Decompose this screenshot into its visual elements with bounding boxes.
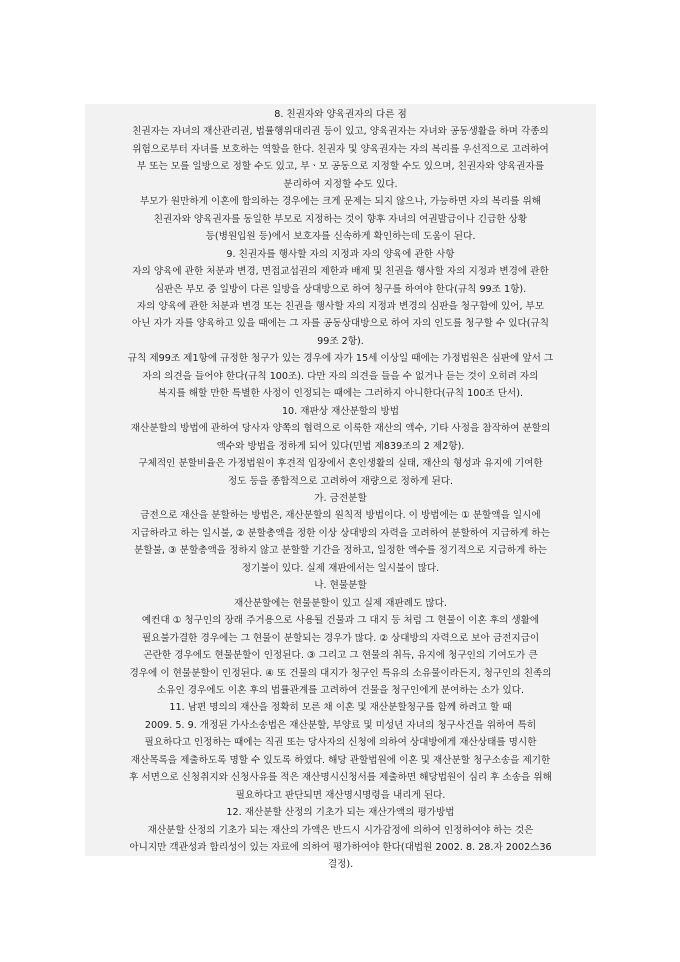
text-line: 분리하여 지정할 수도 있다. xyxy=(283,178,398,190)
text-line: 필요하다고 판단되면 재산명시명령을 내리게 된다. xyxy=(235,789,446,801)
text-line: 구체적인 분할비율은 가정법원이 후견적 입장에서 혼인생활의 실태, 재산의 형성과 유지에 기여한 xyxy=(138,458,543,470)
text-line: 부 또는 모를 일방으로 정할 수도 있고, 부ㆍ모 공동으로 지정할 수도 있으며, 친권자와 양육권자를 xyxy=(136,161,545,173)
text-line: 소유인 경우에도 이혼 후의 법률관계를 고려하여 건물을 청구인에게 분여하는 소가 있다. xyxy=(156,684,525,696)
text-line: 재산분할 산정의 기초가 되는 재산의 가액은 반드시 시가감정에 의하여 인정하여야 하는 것은 xyxy=(147,824,534,836)
text-line: 등(병원입원 등)에서 보호자를 신속하게 확인하는데 도움이 된다. xyxy=(205,231,476,243)
text-line: 10. 재판상 재산분할의 방법 xyxy=(281,405,400,417)
text-line: 재산분할의 방법에 관하여 당사자 양쪽의 협력으로 이룩한 재산의 액수, 기타 사정을 참작하여 분할의 xyxy=(130,423,551,435)
text-line: 지급하라고 하는 일시불, ② 분할총액을 정한 이상 상대방의 자력을 고려하여 분할하여 지급하게 하는 xyxy=(131,527,550,539)
text-line: 분할불, ③ 분할총액을 정하지 않고 분할할 기간을 정하고, 일정한 액수를 정기적으로 지급하게 하는 xyxy=(134,545,547,557)
text-line: 9. 친권자를 행사할 자의 지정과 자의 양육에 관한 사항 xyxy=(226,248,455,260)
text-line: 2009. 5. 9. 개정된 가사소송법은 재산분할, 부양료 및 미성년 자녀의 청구사건을 위하여 특히 xyxy=(144,719,537,731)
text-line: 결정). xyxy=(327,859,354,871)
text-line: 자의 의견을 들어야 한다(규칙 100조). 다만 자의 의견을 들을 수 없거나 듣는 것이 오히려 자의 xyxy=(142,370,539,382)
text-line: 금전으로 재산을 분할하는 방법은, 재산분할의 원칙적 방법이다. 이 방법에는 ① 분할액을 일시에 xyxy=(140,510,541,522)
text-line: 자의 양육에 관한 처분과 변경, 면접교섭권의 제한과 배제 및 친권을 행사할 자의 지정과 변경에 관한 xyxy=(132,266,549,278)
document-page xyxy=(85,104,596,871)
text-line: 후 서면으로 신청취지와 신청사유를 적은 재산명시신청서를 제출하면 해당법원이 심리 후 소송을 위해 xyxy=(129,772,552,784)
text-line: 경우에 이 현물분할이 인정된다. ④ 또 건물의 대지가 청구인 특유의 소유물이라든지, 청구인의 친족의 xyxy=(129,667,552,679)
text-line: 재산목록을 제출하도록 명할 수 있도록 하였다. 해당 관할법원에 이혼 및 재산분할 청구소송을 제기한 xyxy=(130,754,551,766)
text-line: 99조 2항). xyxy=(317,335,364,347)
text-line: 심판은 부모 중 일방이 다른 일방을 상대방으로 하여 청구를 하여야 한다(규칙 99조 1항). xyxy=(154,283,527,295)
text-line: 11. 남편 명의의 재산을 정확히 모른 채 이혼 및 재산분할청구를 함께 하려고 할 때 xyxy=(169,702,512,714)
text-line: 자의 양육에 관한 처분과 변경 또는 친권을 행사할 자의 지정과 변경의 심판을 청구함에 있어, 부모 xyxy=(136,300,545,312)
text-line: 부모가 원만하게 이혼에 합의하는 경우에는 크게 문제는 되지 않으나, 가능하면 자의 복리를 위해 xyxy=(139,196,542,208)
text-line: 액수와 방법을 정하게 되어 있다(민법 제839조의 2 제2항). xyxy=(216,440,465,452)
text-line: 12. 재산분할 산정의 기초가 되는 재산가액의 평가방법 xyxy=(226,807,455,819)
text-line: 필요불가결한 경우에는 그 현물이 분할되는 경우가 많다. ② 상대방의 자력으로 보아 금전지급이 xyxy=(141,632,540,644)
text-line: 아닌 자가 자를 양육하고 있을 때에는 그 자를 공동상대방으로 하여 자의 인도를 청구할 수 있다(규칙 xyxy=(131,318,550,330)
text-line: 곤란한 경우에도 현물분할이 인정된다. ③ 그리고 그 현물의 취득, 유지에 청구인의 기여도가 큰 xyxy=(143,650,538,662)
text-line: 필요하다고 인정하는 때에는 직권 또는 당사자의 신청에 의하여 상대방에게 재산상태를 명시한 xyxy=(144,737,537,749)
text-line: 정기불이 있다. 실제 재판에서는 일시불이 많다. xyxy=(241,562,440,574)
text-line: 가. 금전분할 xyxy=(314,492,367,504)
text-line: 재산분할에는 현물분할이 있고 실제 재판례도 많다. xyxy=(234,597,447,609)
text-line: 위험으로부터 자녀를 보호하는 역할을 한다. 친권자 및 양육권자는 자의 복리를 우선적으로 고려하여 xyxy=(132,143,549,155)
text-line: 친권자는 자녀의 재산관리권, 법률행위대리권 등이 있고, 양육권자는 자녀와 공동생활을 하며 각종의 xyxy=(132,126,549,138)
text-line: 예컨대 ① 청구인의 장래 주거용으로 사용될 건물과 그 대지 등 처럼 그 현물이 이혼 후의 생활에 xyxy=(141,615,540,627)
text-line: 규칙 제99조 제1항에 규정한 청구가 있는 경우에 자가 15세 이상일 때에는 가정법원은 심판에 앞서 그 xyxy=(127,353,554,365)
document-body xyxy=(85,104,596,874)
text-line: 8. 친권자와 양육권자의 다른 점 xyxy=(274,109,407,120)
text-line: 친권자와 양육권자를 동일한 부모로 지정하는 것이 향후 자녀의 여권발급이나 긴급한 상황 xyxy=(153,213,528,225)
text-line: 나. 현물분할 xyxy=(314,580,367,592)
text-line: 복지를 해할 만한 특별한 사정이 인정되는 때에는 그러하지 아니한다(규칙 100조 단서). xyxy=(157,388,524,400)
text-line: 정도 등을 종합적으로 고려하여 재량으로 정하게 된다. xyxy=(227,475,454,487)
text-line: 아니지만 객관성과 합리성이 있는 자료에 의하여 평가하여야 한다(대법원 2002. 8. 28.자 2002스36 xyxy=(129,842,552,854)
